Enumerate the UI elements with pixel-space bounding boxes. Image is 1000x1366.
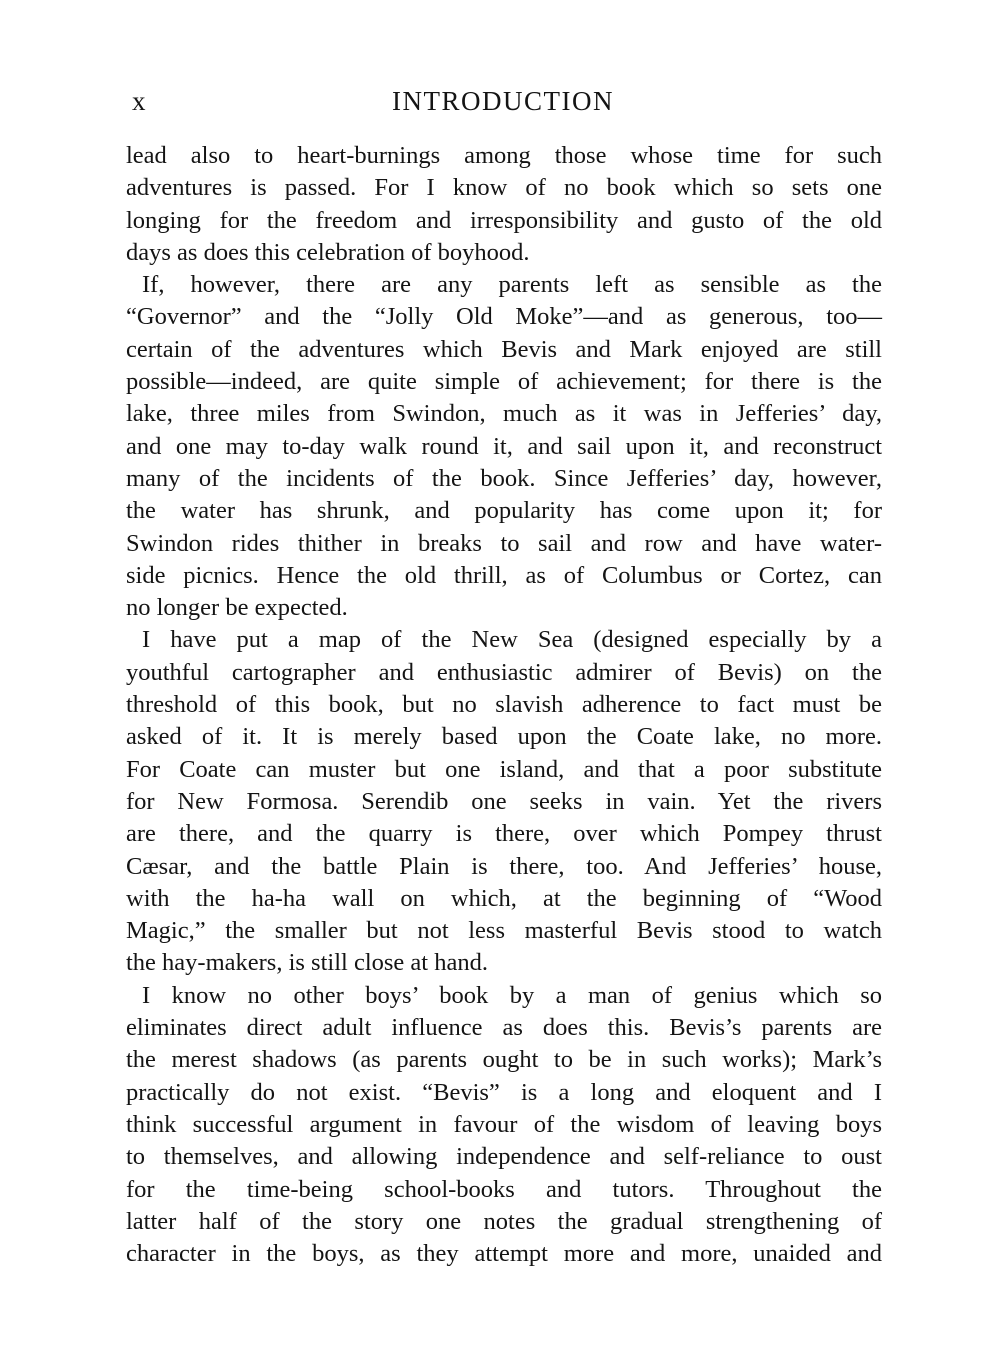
text-line: no longer be expected.	[126, 594, 348, 622]
text-line: Magic,” the smaller but not less masterful Bevis stood to watch	[126, 917, 882, 945]
running-head-title: INTRODUCTION	[392, 86, 614, 116]
text-line: the merest shadows (as parents ought to be in such works); Mark’s	[126, 1046, 882, 1074]
text-line: possible—indeed, are quite simple of achievement; for there is the	[126, 368, 882, 396]
running-head	[128, 86, 878, 126]
text-line: for New Formosa. Serendib one seeks in vain. Yet the rivers	[126, 787, 882, 815]
text-line: If, however, there are any parents left as sensible as the	[142, 271, 882, 299]
text-line: I know no other boys’ book by a man of genius which so	[142, 981, 882, 1009]
text-line: I have put a map of the New Sea (designed especially by a	[142, 626, 882, 654]
page-number: x	[132, 86, 146, 116]
text-line: to themselves, and allowing independence and self-reliance to oust	[126, 1143, 882, 1171]
text-line: with the ha-ha wall on which, at the beginning of “Wood	[126, 884, 882, 912]
text-line: longing for the freedom and irresponsibility and gusto of the old	[126, 206, 882, 234]
text-line: side picnics. Hence the old thrill, as of Columbus or Cortez, can	[126, 561, 882, 589]
body-text	[126, 140, 882, 1270]
text-line: For Coate can muster but one island, and that a poor substitute	[126, 755, 882, 783]
text-line: the hay-makers, is still close at hand.	[126, 949, 488, 977]
text-line: threshold of this book, but no slavish adherence to fact must be	[126, 691, 882, 719]
text-line: think successful argument in favour of the wisdom of leaving boys	[126, 1110, 882, 1138]
text-line: practically do not exist. “Bevis” is a long and eloquent and I	[126, 1078, 882, 1106]
text-line: for the time-being school-books and tutors. Throughout the	[126, 1175, 882, 1203]
text-line: asked of it. It is merely based upon the Coate lake, no more.	[126, 723, 882, 751]
text-line: adventures is passed. For I know of no book which so sets one	[126, 174, 882, 202]
text-line: youthful cartographer and enthusiastic admirer of Bevis) on the	[126, 658, 882, 686]
text-line: Cæsar, and the battle Plain is there, too. And Jefferies’ house,	[126, 852, 882, 880]
text-line: the water has shrunk, and popularity has come upon it; for	[126, 497, 882, 525]
text-line: Swindon rides thither in breaks to sail and row and have water-	[126, 529, 882, 557]
text-line: are there, and the quarry is there, over which Pompey thrust	[126, 820, 882, 848]
text-line: many of the incidents of the book. Since Jefferies’ day, however,	[126, 464, 882, 492]
text-line: “Governor” and the “Jolly Old Moke”—and as generous, too—	[126, 303, 882, 331]
text-line: lake, three miles from Swindon, much as it was in Jefferies’ day,	[126, 400, 882, 428]
text-line: latter half of the story one notes the gradual strengthening of	[126, 1207, 882, 1235]
text-line: and one may to-day walk round it, and sail upon it, and reconstruct	[126, 432, 882, 460]
text-line: character in the boys, as they attempt more and more, unaided and	[126, 1240, 882, 1268]
text-line: days as does this celebration of boyhood.	[126, 238, 530, 266]
text-line: eliminates direct adult influence as does this. Bevis’s parents are	[126, 1014, 882, 1042]
text-line: lead also to heart-burnings among those whose time for such	[126, 142, 882, 169]
text-line: certain of the adventures which Bevis and Mark enjoyed are still	[126, 335, 882, 363]
